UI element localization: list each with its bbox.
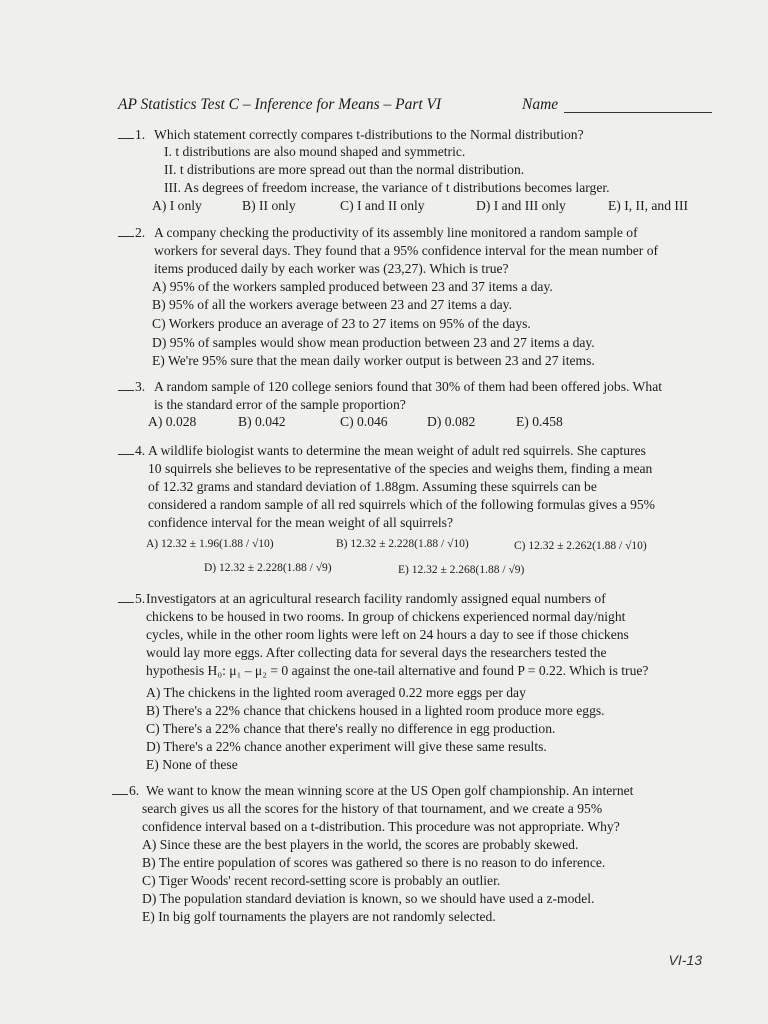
choice-a[interactable]: A) 95% of the workers sampled produced between 23 and 37 items a day.: [152, 279, 553, 294]
stem-line: A company checking the productivity of its assembly line monitored a random sample of: [154, 225, 638, 240]
choice-d[interactable]: D) 95% of samples would show mean production between 23 and 27 items a day.: [152, 335, 595, 350]
question-stem: Which statement correctly compares t-distributions to the Normal distribution?: [154, 127, 584, 142]
stem-line: is the standard error of the sample proportion?: [154, 397, 406, 412]
stem-line: items produced daily by each worker was (23,27). Which is true?: [154, 261, 509, 276]
choice-e[interactable]: E) 0.458: [516, 414, 563, 429]
choice-b[interactable]: B) 0.042: [238, 414, 286, 429]
page-title: AP Statistics Test C – Inference for Means – Part VI: [118, 96, 442, 113]
stem-line: workers for several days. They found that a 95% confidence interval for the mean number of: [154, 243, 659, 258]
choice-a[interactable]: A) 0.028: [148, 414, 197, 429]
stem-line: search gives us all the scores for the history of that tournament, and we create a 95%: [142, 801, 603, 816]
choice-a[interactable]: A) The chickens in the lighted room averaged 0.22 more eggs per day: [146, 685, 526, 700]
question-number: 3.: [118, 378, 145, 396]
answer-blank: [118, 225, 134, 237]
choice-b[interactable]: B) II only: [242, 198, 296, 213]
stem-line: We want to know the mean winning score at the US Open golf championship. An internet: [146, 783, 634, 798]
stem-line: confidence interval based on a t-distribution. This procedure was not appropriate. Why?: [142, 819, 620, 834]
choice-a[interactable]: A) Since these are the best players in the world, the scores are probably skewed.: [142, 837, 579, 852]
name-blank-line: [564, 112, 712, 113]
choice-e[interactable]: E) None of these: [146, 757, 238, 772]
choice-e[interactable]: E) In big golf tournaments the players are not randomly selected.: [142, 909, 496, 924]
choice-a[interactable]: A) I only: [152, 198, 202, 213]
stem-line: A random sample of 120 college seniors found that 30% of them had been offered jobs. What: [154, 379, 662, 394]
stem-line: Investigators at an agricultural research facility randomly assigned equal numbers of: [146, 591, 606, 606]
choice-e[interactable]: E) I, II, and III: [608, 198, 689, 213]
answer-blank: [118, 443, 134, 455]
choice-c[interactable]: C) I and II only: [340, 198, 425, 213]
question-number: 5.: [118, 590, 145, 608]
stem-line: cycles, while in the other room lights were left on 24 hours a day to see if those chickens: [146, 627, 629, 642]
question-5: [118, 590, 718, 770]
choice-c[interactable]: C) 12.32 ± 2.262(1.88 / √10): [514, 540, 647, 552]
choice-d[interactable]: D) There's a 22% chance another experiment will give these same results.: [146, 739, 547, 754]
stem-line: 10 squirrels she believes to be representative of the species and weighs them, finding a mean: [148, 461, 653, 476]
answer-blank: [118, 379, 134, 391]
choice-c[interactable]: C) Tiger Woods' recent record-setting score is probably an outlier.: [142, 873, 501, 888]
question-number: 2.: [118, 224, 145, 242]
choice-d[interactable]: D) 12.32 ± 2.228(1.88 / √9): [204, 562, 332, 574]
choice-c[interactable]: C) Workers produce an average of 23 to 27 items on 95% of the days.: [152, 316, 531, 331]
question-6: [112, 782, 718, 932]
stem-line: of 12.32 grams and standard deviation of 1.88gm. Assuming these squirrels can be: [148, 479, 597, 494]
choice-e[interactable]: E) We're 95% sure that the mean daily worker output is between 23 and 27 items.: [152, 353, 595, 368]
choice-d[interactable]: D) I and III only: [476, 198, 566, 213]
choice-c[interactable]: C) There's a 22% chance that there's really no difference in egg production.: [146, 721, 556, 736]
statement-1: I. t distributions are also mound shaped and symmetric.: [164, 144, 466, 159]
question-1: [118, 126, 718, 218]
choice-d[interactable]: D) The population standard deviation is known, so we should have used a z-model.: [142, 891, 595, 906]
answer-blank: [112, 783, 128, 795]
statement-3: III. As degrees of freedom increase, the variance of t distributions becomes larger.: [164, 180, 610, 195]
stem-line: hypothesis H₀: μ₁ – μ₂ = 0 against the one-tail alternative and found P = 0.22. Which is true?: [146, 663, 649, 678]
statement-2: II. t distributions are more spread out than the normal distribution.: [164, 162, 525, 177]
question-2: [118, 224, 718, 370]
stem-line: considered a random sample of all red squirrels which of the following formulas gives a 95%: [148, 497, 655, 512]
choice-b[interactable]: B) There's a 22% chance that chickens housed in a lighted room produce more eggs.: [146, 703, 605, 718]
choice-b[interactable]: B) 95% of all the workers average between 23 and 27 items a day.: [152, 297, 512, 312]
question-number: 1.: [118, 126, 145, 144]
question-3: [118, 378, 718, 434]
choice-b[interactable]: B) 12.32 ± 2.228(1.88 / √10): [336, 538, 469, 550]
question-4: [118, 442, 718, 582]
answer-blank: [118, 591, 134, 603]
choice-d[interactable]: D) 0.082: [427, 414, 476, 429]
question-number: 4.: [118, 442, 145, 460]
choice-e[interactable]: E) 12.32 ± 2.268(1.88 / √9): [398, 564, 525, 576]
page-number: VI-13: [668, 952, 702, 968]
name-label: Name: [522, 96, 559, 113]
answer-blank: [118, 127, 134, 139]
question-number: 6.: [112, 782, 139, 800]
stem-line: A wildlife biologist wants to determine the mean weight of adult red squirrels. She captures: [148, 443, 646, 458]
stem-line: confidence interval for the mean weight of all squirrels?: [148, 515, 453, 530]
page-header: [118, 96, 718, 120]
choice-b[interactable]: B) The entire population of scores was gathered so there is no reason to do inference.: [142, 855, 606, 870]
stem-line: would lay more eggs. After collecting data for several days the researchers tested the: [146, 645, 607, 660]
stem-line: chickens to be housed in two rooms. In group of chickens experienced normal day/night: [146, 609, 626, 624]
choice-c[interactable]: C) 0.046: [340, 414, 388, 429]
choice-a[interactable]: A) 12.32 ± 1.96(1.88 / √10): [146, 538, 274, 550]
